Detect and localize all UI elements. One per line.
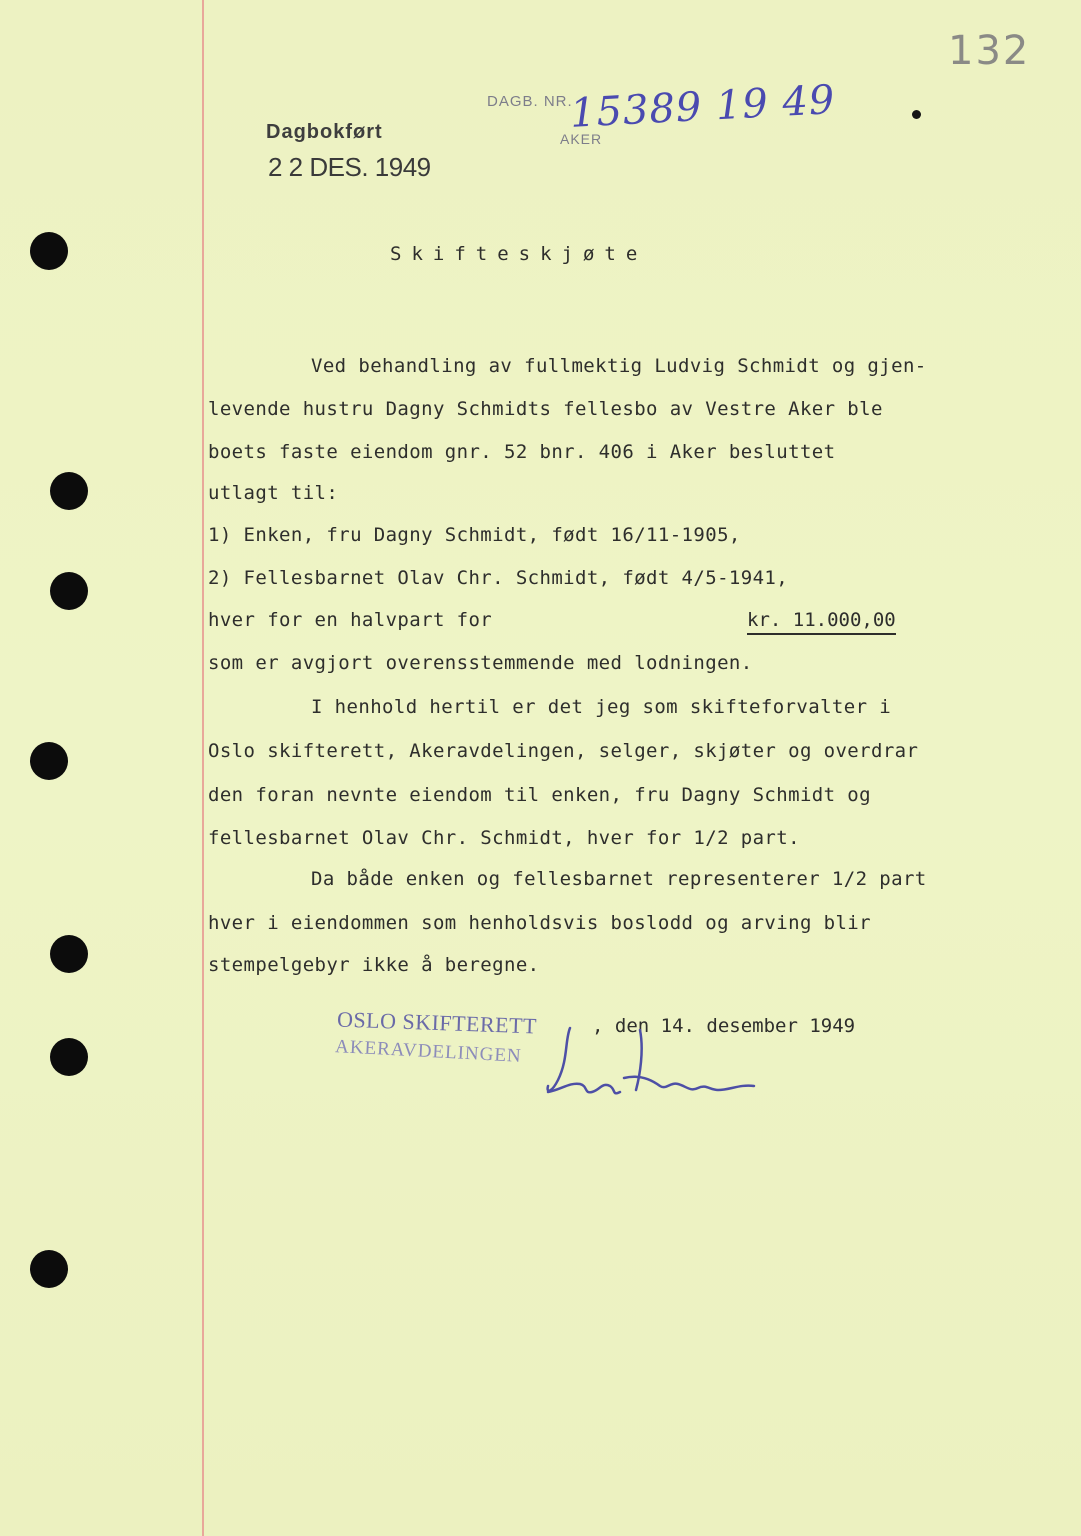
body-line: I henhold hertil er det jeg som skifteforvalter i xyxy=(311,696,892,718)
body-line: 1) Enken, fru Dagny Schmidt, født 16/11-1905, xyxy=(208,524,741,546)
body-line: hver for en halvpart for xyxy=(208,609,493,631)
body-line: utlagt til: xyxy=(208,482,339,504)
body-line: som er avgjort overensstemmende med lodningen. xyxy=(208,652,753,674)
court-stamp-department: AKERAVDELINGEN xyxy=(334,1036,523,1067)
punch-hole xyxy=(50,572,88,610)
body-line: den foran nevnte eiendom til enken, fru Dagny Schmidt og xyxy=(208,784,871,806)
body-line: stempelgebyr ikke å beregne. xyxy=(208,954,540,976)
margin-line xyxy=(202,0,204,1536)
punch-hole xyxy=(30,232,68,270)
dagbokfort-date: 2 2 DES. 1949 xyxy=(268,152,431,182)
punch-hole xyxy=(30,1250,68,1288)
punch-hole xyxy=(50,935,88,973)
amount: kr. 11.000,00 xyxy=(747,609,896,635)
body-line: Da både enken og fellesbarnet representerer 1/2 part xyxy=(311,868,927,890)
punch-hole xyxy=(50,472,88,510)
document-title: Skifteskjøte xyxy=(390,243,648,265)
body-line: fellesbarnet Olav Chr. Schmidt, hver for 1/2 part. xyxy=(208,827,800,849)
punch-hole xyxy=(50,1038,88,1076)
dagbokfort-stamp: Dagbokført xyxy=(266,121,383,143)
dagbok-stamp-aker: AKER xyxy=(560,131,603,147)
ink-dot xyxy=(912,110,921,119)
body-line: 2) Fellesbarnet Olav Chr. Schmidt, født 4/5-1941, xyxy=(208,567,789,589)
body-line: Oslo skifterett, Akeravdelingen, selger, skjøter og overdrar xyxy=(208,740,919,762)
dagbok-stamp-label: DAGB. NR. xyxy=(487,93,573,110)
punch-hole xyxy=(30,742,68,780)
body-line: hver i eiendommen som henholdsvis boslodd og arving blir xyxy=(208,912,871,934)
body-line: levende hustru Dagny Schmidts fellesbo av Vestre Aker ble xyxy=(208,398,883,420)
signature xyxy=(540,1020,770,1110)
body-line: Ved behandling av fullmektig Ludvig Schmidt og gjen- xyxy=(311,355,927,377)
place-date: , den 14. desember 1949 xyxy=(592,1015,856,1037)
body-line: boets faste eiendom gnr. 52 bnr. 406 i Aker besluttet xyxy=(208,441,836,463)
court-stamp-name: OSLO SKIFTERETT xyxy=(336,1006,538,1039)
page-number: 132 xyxy=(948,28,1031,74)
dagbok-handwritten-number: 15389 19 49 xyxy=(568,77,837,137)
